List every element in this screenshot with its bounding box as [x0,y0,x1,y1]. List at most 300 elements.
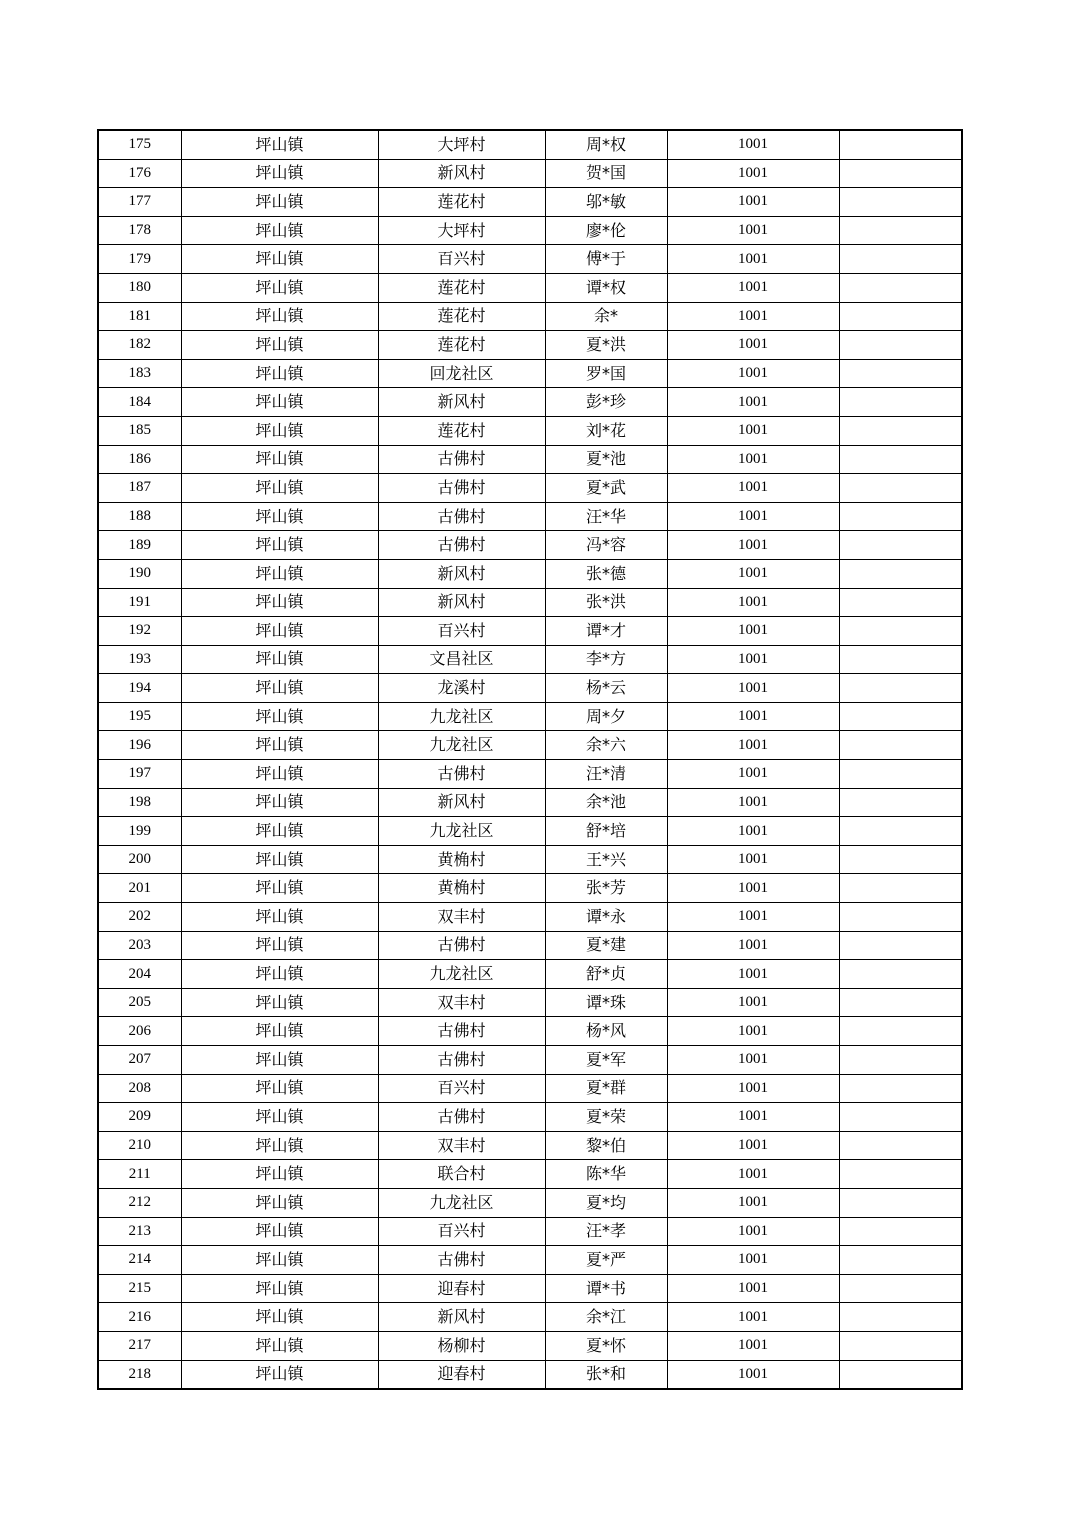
table-row [98,1160,962,1189]
cell-amount: 1001 [667,988,839,1017]
cell-serial-number: 195 [98,702,181,731]
cell-note [839,988,962,1017]
cell-serial-number: 211 [98,1160,181,1189]
cell-amount: 1001 [667,588,839,617]
cell-serial-number: 208 [98,1074,181,1103]
cell-town: 坪山镇 [181,559,378,588]
cell-village: 回龙社区 [378,359,545,388]
cell-amount: 1001 [667,416,839,445]
cell-serial-number: 204 [98,960,181,989]
cell-person-name: 汪*清 [545,760,667,789]
cell-note [839,1246,962,1275]
table-row [98,331,962,360]
cell-person-name: 陈*华 [545,1160,667,1189]
cell-note [839,1046,962,1075]
cell-person-name: 黎*伯 [545,1131,667,1160]
cell-village: 莲花村 [378,302,545,331]
cell-note [839,1360,962,1389]
cell-note [839,359,962,388]
cell-amount: 1001 [667,931,839,960]
table-row [98,216,962,245]
table-row [98,302,962,331]
cell-note [839,674,962,703]
cell-amount: 1001 [667,188,839,217]
cell-village: 文昌社区 [378,645,545,674]
cell-amount: 1001 [667,359,839,388]
cell-village: 迎春村 [378,1274,545,1303]
cell-person-name: 刘*花 [545,416,667,445]
cell-village: 九龙社区 [378,817,545,846]
cell-note [839,130,962,159]
cell-town: 坪山镇 [181,1360,378,1389]
cell-person-name: 廖*伦 [545,216,667,245]
cell-serial-number: 210 [98,1131,181,1160]
table-row [98,845,962,874]
cell-town: 坪山镇 [181,416,378,445]
cell-serial-number: 186 [98,445,181,474]
cell-serial-number: 199 [98,817,181,846]
cell-amount: 1001 [667,302,839,331]
cell-amount: 1001 [667,1160,839,1189]
cell-village: 龙溪村 [378,674,545,703]
cell-village: 九龙社区 [378,731,545,760]
cell-serial-number: 207 [98,1046,181,1075]
cell-serial-number: 181 [98,302,181,331]
table-row [98,1217,962,1246]
cell-amount: 1001 [667,645,839,674]
cell-amount: 1001 [667,817,839,846]
cell-town: 坪山镇 [181,302,378,331]
cell-person-name: 余*六 [545,731,667,760]
cell-amount: 1001 [667,1074,839,1103]
table-row [98,588,962,617]
table-row [98,645,962,674]
cell-town: 坪山镇 [181,617,378,646]
cell-note [839,931,962,960]
table-row [98,617,962,646]
cell-village: 双丰村 [378,1131,545,1160]
cell-amount: 1001 [667,674,839,703]
cell-amount: 1001 [667,1246,839,1275]
cell-person-name: 傅*于 [545,245,667,274]
cell-person-name: 夏*武 [545,474,667,503]
cell-serial-number: 196 [98,731,181,760]
cell-village: 大坪村 [378,130,545,159]
cell-village: 莲花村 [378,273,545,302]
cell-village: 古佛村 [378,1046,545,1075]
cell-village: 双丰村 [378,903,545,932]
cell-village: 新风村 [378,588,545,617]
cell-serial-number: 214 [98,1246,181,1275]
cell-serial-number: 175 [98,130,181,159]
cell-town: 坪山镇 [181,874,378,903]
cell-note [839,874,962,903]
cell-person-name: 汪*孝 [545,1217,667,1246]
table-row [98,1131,962,1160]
cell-town: 坪山镇 [181,159,378,188]
table-row [98,988,962,1017]
cell-person-name: 夏*洪 [545,331,667,360]
cell-person-name: 李*方 [545,645,667,674]
cell-village: 百兴村 [378,1074,545,1103]
cell-note [839,559,962,588]
cell-person-name: 余*江 [545,1303,667,1332]
cell-village: 百兴村 [378,245,545,274]
table-row [98,931,962,960]
cell-serial-number: 176 [98,159,181,188]
cell-town: 坪山镇 [181,388,378,417]
cell-note [839,1160,962,1189]
cell-person-name: 夏*荣 [545,1103,667,1132]
cell-amount: 1001 [667,1274,839,1303]
table-row [98,817,962,846]
cell-amount: 1001 [667,245,839,274]
table-row [98,788,962,817]
table-row [98,502,962,531]
cell-town: 坪山镇 [181,273,378,302]
cell-note [839,474,962,503]
cell-town: 坪山镇 [181,674,378,703]
cell-town: 坪山镇 [181,1331,378,1360]
cell-town: 坪山镇 [181,1046,378,1075]
cell-village: 古佛村 [378,931,545,960]
cell-town: 坪山镇 [181,903,378,932]
cell-serial-number: 185 [98,416,181,445]
cell-village: 黄桷村 [378,845,545,874]
cell-note [839,159,962,188]
cell-serial-number: 187 [98,474,181,503]
cell-town: 坪山镇 [181,1217,378,1246]
cell-town: 坪山镇 [181,988,378,1017]
cell-town: 坪山镇 [181,216,378,245]
cell-amount: 1001 [667,1303,839,1332]
table-row [98,130,962,159]
cell-town: 坪山镇 [181,1074,378,1103]
cell-town: 坪山镇 [181,531,378,560]
cell-town: 坪山镇 [181,188,378,217]
cell-serial-number: 180 [98,273,181,302]
cell-town: 坪山镇 [181,1188,378,1217]
cell-serial-number: 215 [98,1274,181,1303]
cell-serial-number: 177 [98,188,181,217]
cell-amount: 1001 [667,130,839,159]
table-body [98,130,962,1389]
cell-amount: 1001 [667,731,839,760]
cell-village: 迎春村 [378,1360,545,1389]
cell-person-name: 彭*珍 [545,388,667,417]
cell-note [839,1274,962,1303]
cell-town: 坪山镇 [181,760,378,789]
cell-amount: 1001 [667,1131,839,1160]
cell-note [839,760,962,789]
cell-person-name: 夏*群 [545,1074,667,1103]
cell-note [839,731,962,760]
cell-town: 坪山镇 [181,845,378,874]
cell-village: 莲花村 [378,416,545,445]
table-row [98,874,962,903]
cell-note [839,1331,962,1360]
cell-note [839,1188,962,1217]
cell-person-name: 周*权 [545,130,667,159]
cell-note [839,302,962,331]
cell-amount: 1001 [667,159,839,188]
cell-amount: 1001 [667,1217,839,1246]
cell-serial-number: 217 [98,1331,181,1360]
cell-town: 坪山镇 [181,1131,378,1160]
cell-person-name: 谭*权 [545,273,667,302]
cell-amount: 1001 [667,559,839,588]
cell-note [839,702,962,731]
cell-note [839,788,962,817]
table-row [98,445,962,474]
cell-town: 坪山镇 [181,645,378,674]
table-row [98,474,962,503]
cell-note [839,531,962,560]
cell-person-name: 谭*才 [545,617,667,646]
table-row [98,760,962,789]
table-row [98,702,962,731]
cell-note [839,245,962,274]
cell-amount: 1001 [667,760,839,789]
cell-village: 莲花村 [378,331,545,360]
cell-note [839,1074,962,1103]
cell-amount: 1001 [667,960,839,989]
cell-person-name: 舒*培 [545,817,667,846]
cell-amount: 1001 [667,1103,839,1132]
cell-amount: 1001 [667,531,839,560]
table-row [98,1046,962,1075]
cell-village: 新风村 [378,388,545,417]
cell-serial-number: 184 [98,388,181,417]
cell-town: 坪山镇 [181,1246,378,1275]
cell-amount: 1001 [667,874,839,903]
cell-town: 坪山镇 [181,359,378,388]
cell-amount: 1001 [667,1046,839,1075]
table-row [98,531,962,560]
cell-town: 坪山镇 [181,731,378,760]
cell-village: 联合村 [378,1160,545,1189]
cell-note [839,1217,962,1246]
cell-note [839,1017,962,1046]
table-row [98,960,962,989]
cell-village: 百兴村 [378,1217,545,1246]
cell-person-name: 谭*珠 [545,988,667,1017]
table-row [98,1188,962,1217]
cell-note [839,588,962,617]
cell-person-name: 夏*建 [545,931,667,960]
cell-town: 坪山镇 [181,474,378,503]
table-row [98,159,962,188]
table-row [98,188,962,217]
cell-serial-number: 218 [98,1360,181,1389]
cell-note [839,817,962,846]
cell-amount: 1001 [667,788,839,817]
cell-town: 坪山镇 [181,1160,378,1189]
table-row [98,416,962,445]
table-row [98,1017,962,1046]
cell-village: 古佛村 [378,1017,545,1046]
cell-amount: 1001 [667,388,839,417]
table-row [98,359,962,388]
cell-serial-number: 178 [98,216,181,245]
cell-amount: 1001 [667,617,839,646]
cell-note [839,1131,962,1160]
cell-village: 莲花村 [378,188,545,217]
cell-note [839,645,962,674]
cell-serial-number: 179 [98,245,181,274]
cell-town: 坪山镇 [181,960,378,989]
cell-person-name: 张*洪 [545,588,667,617]
cell-amount: 1001 [667,903,839,932]
cell-village: 古佛村 [378,760,545,789]
cell-person-name: 贺*国 [545,159,667,188]
cell-village: 古佛村 [378,1103,545,1132]
cell-person-name: 夏*池 [545,445,667,474]
cell-serial-number: 198 [98,788,181,817]
table-row [98,674,962,703]
cell-village: 古佛村 [378,502,545,531]
cell-person-name: 夏*军 [545,1046,667,1075]
cell-town: 坪山镇 [181,588,378,617]
cell-amount: 1001 [667,702,839,731]
cell-amount: 1001 [667,1188,839,1217]
cell-town: 坪山镇 [181,245,378,274]
cell-serial-number: 200 [98,845,181,874]
cell-town: 坪山镇 [181,1274,378,1303]
cell-serial-number: 197 [98,760,181,789]
cell-amount: 1001 [667,1360,839,1389]
cell-person-name: 杨*云 [545,674,667,703]
cell-village: 新风村 [378,1303,545,1332]
cell-village: 大坪村 [378,216,545,245]
cell-amount: 1001 [667,502,839,531]
cell-town: 坪山镇 [181,702,378,731]
table-row [98,1360,962,1389]
cell-village: 古佛村 [378,1246,545,1275]
cell-serial-number: 206 [98,1017,181,1046]
cell-serial-number: 194 [98,674,181,703]
cell-serial-number: 190 [98,559,181,588]
cell-serial-number: 191 [98,588,181,617]
cell-village: 新风村 [378,788,545,817]
cell-village: 新风村 [378,159,545,188]
cell-town: 坪山镇 [181,788,378,817]
cell-note [839,617,962,646]
cell-note [839,188,962,217]
table-row [98,388,962,417]
table-row [98,559,962,588]
cell-person-name: 汪*华 [545,502,667,531]
cell-note [839,445,962,474]
cell-serial-number: 213 [98,1217,181,1246]
cell-village: 双丰村 [378,988,545,1017]
cell-village: 古佛村 [378,474,545,503]
cell-town: 坪山镇 [181,1103,378,1132]
cell-note [839,903,962,932]
table-row [98,1303,962,1332]
table-row [98,1103,962,1132]
cell-note [839,1103,962,1132]
cell-person-name: 王*兴 [545,845,667,874]
cell-amount: 1001 [667,445,839,474]
cell-amount: 1001 [667,331,839,360]
cell-person-name: 张*和 [545,1360,667,1389]
cell-serial-number: 202 [98,903,181,932]
cell-town: 坪山镇 [181,445,378,474]
cell-person-name: 余*池 [545,788,667,817]
cell-town: 坪山镇 [181,931,378,960]
cell-note [839,273,962,302]
cell-serial-number: 209 [98,1103,181,1132]
table-row [98,731,962,760]
cell-serial-number: 182 [98,331,181,360]
cell-serial-number: 189 [98,531,181,560]
cell-amount: 1001 [667,216,839,245]
cell-village: 新风村 [378,559,545,588]
table-row [98,1246,962,1275]
cell-note [839,388,962,417]
table-row [98,273,962,302]
cell-amount: 1001 [667,1017,839,1046]
cell-serial-number: 201 [98,874,181,903]
cell-serial-number: 192 [98,617,181,646]
cell-person-name: 杨*风 [545,1017,667,1046]
cell-note [839,416,962,445]
cell-person-name: 余* [545,302,667,331]
cell-village: 古佛村 [378,445,545,474]
cell-person-name: 罗*国 [545,359,667,388]
cell-note [839,502,962,531]
table-row [98,245,962,274]
table-row [98,1331,962,1360]
cell-person-name: 夏*均 [545,1188,667,1217]
cell-village: 九龙社区 [378,1188,545,1217]
cell-person-name: 周*夕 [545,702,667,731]
cell-person-name: 谭*书 [545,1274,667,1303]
cell-village: 百兴村 [378,617,545,646]
cell-note [839,216,962,245]
cell-person-name: 夏*严 [545,1246,667,1275]
cell-note [839,845,962,874]
cell-note [839,331,962,360]
cell-person-name: 谭*永 [545,903,667,932]
cell-village: 九龙社区 [378,960,545,989]
cell-serial-number: 216 [98,1303,181,1332]
cell-person-name: 张*德 [545,559,667,588]
cell-serial-number: 212 [98,1188,181,1217]
cell-town: 坪山镇 [181,331,378,360]
cell-person-name: 夏*怀 [545,1331,667,1360]
cell-village: 古佛村 [378,531,545,560]
cell-amount: 1001 [667,1331,839,1360]
cell-town: 坪山镇 [181,817,378,846]
cell-serial-number: 203 [98,931,181,960]
cell-town: 坪山镇 [181,130,378,159]
cell-village: 九龙社区 [378,702,545,731]
cell-person-name: 舒*贞 [545,960,667,989]
table-row [98,1074,962,1103]
subsidy-list-table [97,129,963,1390]
cell-amount: 1001 [667,474,839,503]
cell-serial-number: 183 [98,359,181,388]
table-row [98,1274,962,1303]
cell-village: 黄桷村 [378,874,545,903]
cell-note [839,960,962,989]
cell-town: 坪山镇 [181,1017,378,1046]
cell-person-name: 冯*容 [545,531,667,560]
cell-town: 坪山镇 [181,1303,378,1332]
cell-amount: 1001 [667,273,839,302]
